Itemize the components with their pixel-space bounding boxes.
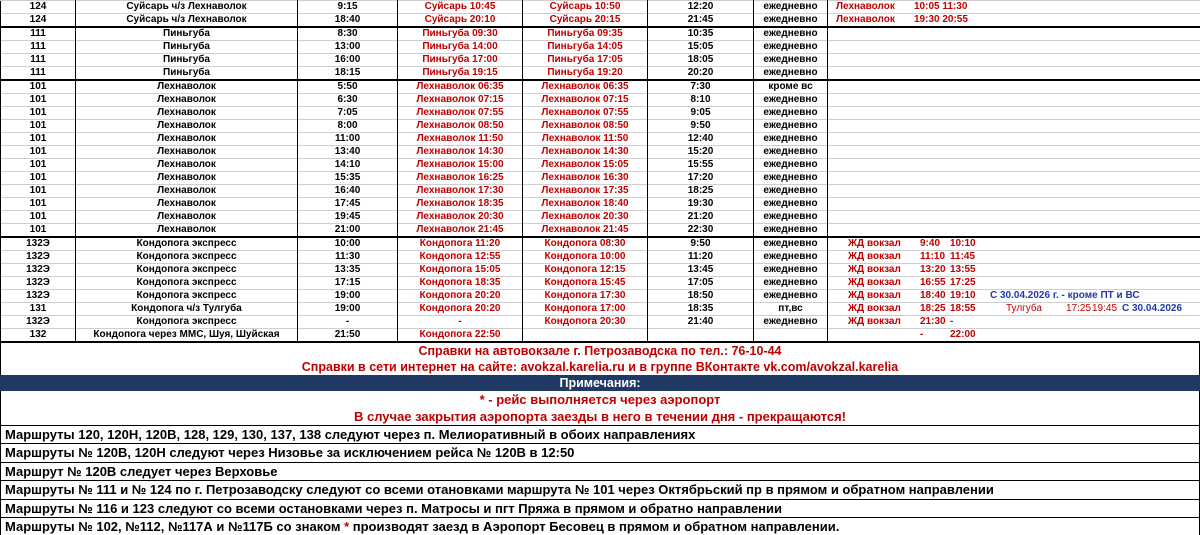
- stop2-cell: Лехнаволок 18:40: [523, 198, 648, 211]
- stop1-cell: Лехнаволок 21:45: [398, 224, 523, 238]
- stop1-cell: Суйсарь 20:10: [398, 14, 523, 28]
- table-row: [1, 54, 1200, 67]
- stop2-cell: Пиньгуба 14:05: [523, 41, 648, 54]
- arrival-cell: 15:20: [648, 146, 754, 159]
- extra-cell: [828, 107, 1200, 120]
- arrival-cell: 11:20: [648, 251, 754, 264]
- stop2-cell: Кондопога 17:00: [523, 303, 648, 316]
- departure-cell: 17:45: [298, 198, 398, 211]
- stop2-cell: Кондопога 08:30: [523, 237, 648, 251]
- arrival-cell: [648, 329, 754, 342]
- extra-cell: [828, 172, 1200, 185]
- extra-cell: [828, 185, 1200, 198]
- departure-cell: 21:50: [298, 329, 398, 342]
- note-last-b: производят заезд в Аэропорт Бесовец в прямом и обратном направлении.: [349, 519, 839, 534]
- extra-time-2: 11:45: [950, 251, 984, 263]
- note-last-a: Маршруты № 102, №112, №117А и №117Б со знаком: [5, 519, 344, 534]
- days-cell: ежедневно: [754, 1, 828, 14]
- stop2-cell: Кондопога 20:30: [523, 316, 648, 329]
- days-cell: ежедневно: [754, 133, 828, 146]
- days-cell: ежедневно: [754, 264, 828, 277]
- stop2-cell: Кондопога 17:30: [523, 290, 648, 303]
- table-row: [1, 120, 1200, 133]
- notes-header: Примечания:: [0, 375, 1200, 391]
- table-row: [1, 27, 1200, 41]
- extra-time-2: 13:55: [950, 264, 984, 276]
- extra-time-2: 18:55: [950, 303, 984, 315]
- stop2-cell: Лехнаволок 07:55: [523, 107, 648, 120]
- days-cell: ежедневно: [754, 290, 828, 303]
- days-cell: ежедневно: [754, 159, 828, 172]
- days-cell: ежедневно: [754, 172, 828, 185]
- days-cell: ежедневно: [754, 27, 828, 41]
- stop1-cell: Пиньгуба 17:00: [398, 54, 523, 67]
- extra-cell: [828, 290, 1200, 303]
- notes-warning: [0, 391, 1200, 425]
- departure-cell: 16:00: [298, 54, 398, 67]
- name-cell: Лехнаволок: [76, 146, 298, 159]
- extra-time-1: 13:20: [920, 264, 950, 276]
- stop1-cell: Лехнаволок 18:35: [398, 198, 523, 211]
- table-row: [1, 224, 1200, 238]
- route-cell: 131: [1, 303, 76, 316]
- departure-cell: 13:35: [298, 264, 398, 277]
- extra-cell: [828, 27, 1200, 41]
- route-cell: 124: [1, 14, 76, 28]
- extra-time-2: 22:00: [950, 329, 984, 341]
- note-last-star: *: [344, 519, 349, 534]
- table-row: [1, 133, 1200, 146]
- name-cell: Суйсарь ч/з Лехнаволок: [76, 1, 298, 14]
- star-mark: *: [480, 392, 485, 407]
- table-row: [1, 67, 1200, 81]
- name-cell: Кондопога экспресс: [76, 277, 298, 290]
- stop1-cell: Лехнаволок 17:30: [398, 185, 523, 198]
- arrival-cell: 13:45: [648, 264, 754, 277]
- extra-cell: [828, 133, 1200, 146]
- table-row: [1, 172, 1200, 185]
- extra-stop: ЖД вокзал: [830, 251, 920, 263]
- route-cell: 132: [1, 329, 76, 342]
- arrival-cell: 9:50: [648, 237, 754, 251]
- route-cell: 132Э: [1, 290, 76, 303]
- route-cell: 124: [1, 1, 76, 14]
- days-cell: ежедневно: [754, 251, 828, 264]
- note-line: Маршруты № 116 и 123 следуют со всеми остановками через п. Матросы и пгт Пряжа в прямом и обратно направлении: [0, 499, 1200, 517]
- route-cell: 101: [1, 185, 76, 198]
- extra-time-1: 21:30: [920, 316, 950, 328]
- table-row: [1, 185, 1200, 198]
- arrival-cell: 12:20: [648, 1, 754, 14]
- departure-cell: 16:40: [298, 185, 398, 198]
- days-cell: [754, 329, 828, 342]
- arrival-cell: 15:05: [648, 41, 754, 54]
- name-cell: Кондопога экспресс: [76, 237, 298, 251]
- stop2-cell: Лехнаволок 14:30: [523, 146, 648, 159]
- extra-cell: [828, 211, 1200, 224]
- table-row: [1, 329, 1200, 342]
- route-cell: 132Э: [1, 264, 76, 277]
- stop1-cell: Лехнаволок 16:25: [398, 172, 523, 185]
- arrival-cell: 21:40: [648, 316, 754, 329]
- name-cell: Лехнаволок: [76, 211, 298, 224]
- stop2-cell: Пиньгуба 09:35: [523, 27, 648, 41]
- stop2-cell: Лехнаволок 08:50: [523, 120, 648, 133]
- stop1-cell: Лехнаволок 11:50: [398, 133, 523, 146]
- extra-cell: [828, 277, 1200, 290]
- arrival-cell: 7:30: [648, 80, 754, 94]
- days-cell: ежедневно: [754, 198, 828, 211]
- extra-cell: [828, 251, 1200, 264]
- note-line: Маршруты № 111 и № 124 по г. Петрозаводску следуют со всеми отановками маршрута № 101 через Октябрьский пр в прямом и обратном направлении: [0, 480, 1200, 498]
- name-cell: Пиньгуба: [76, 41, 298, 54]
- stop1-cell: Пиньгуба 14:00: [398, 41, 523, 54]
- days-cell: ежедневно: [754, 224, 828, 238]
- stop1-cell: Лехнаволок 07:15: [398, 94, 523, 107]
- table-row: [1, 146, 1200, 159]
- info-block: [0, 341, 1200, 375]
- table-row: [1, 198, 1200, 211]
- route-cell: 111: [1, 27, 76, 41]
- days-cell: ежедневно: [754, 94, 828, 107]
- extra-time-2: 10:10: [950, 238, 984, 250]
- name-cell: Кондопога экспресс: [76, 264, 298, 277]
- days-cell: ежедневно: [754, 120, 828, 133]
- note-line: Маршруты 120, 120Н, 120В, 128, 129, 130, 137, 138 следуют через п. Мелиоративный в обоих направлениях: [0, 425, 1200, 443]
- table-row: [1, 264, 1200, 277]
- route-cell: 101: [1, 94, 76, 107]
- route-cell: 101: [1, 107, 76, 120]
- departure-cell: 13:00: [298, 41, 398, 54]
- departure-cell: 13:40: [298, 146, 398, 159]
- days-cell: ежедневно: [754, 277, 828, 290]
- route-cell: 111: [1, 67, 76, 81]
- arrival-cell: 9:05: [648, 107, 754, 120]
- extra-via-time-2: 19:45: [1092, 303, 1122, 315]
- route-cell: 101: [1, 120, 76, 133]
- table-row: [1, 290, 1200, 303]
- extra-times: 19:30 20:55: [914, 14, 968, 25]
- name-cell: Лехнаволок: [76, 198, 298, 211]
- stop2-cell: Лехнаволок 20:30: [523, 211, 648, 224]
- stop2-cell: Пиньгуба 19:20: [523, 67, 648, 81]
- name-cell: Пиньгуба: [76, 27, 298, 41]
- extra-cell: [828, 224, 1200, 238]
- notes-list: [0, 425, 1200, 535]
- extra-note: С 30.04.2026: [1122, 303, 1182, 314]
- extra-stop: ЖД вокзал: [830, 238, 920, 250]
- days-cell: ежедневно: [754, 41, 828, 54]
- departure-cell: 9:15: [298, 1, 398, 14]
- departure-cell: 17:15: [298, 277, 398, 290]
- stop1-cell: Суйсарь 10:45: [398, 1, 523, 14]
- arrival-cell: 8:10: [648, 94, 754, 107]
- extra-time-1: 9:40: [920, 238, 950, 250]
- days-cell: ежедневно: [754, 146, 828, 159]
- stop1-cell: Кондопога 11:20: [398, 237, 523, 251]
- name-cell: Кондопога ч/з Тулгуба: [76, 303, 298, 316]
- arrival-cell: 18:35: [648, 303, 754, 316]
- stop2-cell: Пиньгуба 17:05: [523, 54, 648, 67]
- table-row: [1, 316, 1200, 329]
- table-row: [1, 277, 1200, 290]
- extra-cell: [828, 14, 1200, 28]
- route-cell: 132Э: [1, 251, 76, 264]
- stop1-cell: Кондопога 22:50: [398, 329, 523, 342]
- stop1-cell: Пиньгуба 19:15: [398, 67, 523, 81]
- departure-cell: 8:30: [298, 27, 398, 41]
- extra-cell: [828, 67, 1200, 81]
- route-cell: 132Э: [1, 237, 76, 251]
- name-cell: Лехнаволок: [76, 94, 298, 107]
- stop1-cell: Кондопога 15:05: [398, 264, 523, 277]
- table-row: [1, 14, 1200, 28]
- stop1-cell: -: [398, 316, 523, 329]
- stop2-cell: Суйсарь 20:15: [523, 14, 648, 28]
- stop2-cell: Лехнаволок 21:45: [523, 224, 648, 238]
- table-row: [1, 303, 1200, 316]
- extra-via: Тулгуба: [984, 303, 1066, 315]
- stop1-cell: Кондопога 20:20: [398, 290, 523, 303]
- extra-time-1: 18:25: [920, 303, 950, 315]
- stop2-cell: Лехнаволок 17:35: [523, 185, 648, 198]
- extra-time-1: 18:40: [920, 290, 950, 302]
- departure-cell: 18:40: [298, 14, 398, 28]
- table-row: [1, 94, 1200, 107]
- extra-cell: [828, 159, 1200, 172]
- stop2-cell: Кондопога 12:15: [523, 264, 648, 277]
- note-line: Маршруты № 120В, 120Н следуют через Низовье за исключением рейса № 120В в 12:50: [0, 443, 1200, 461]
- extra-cell: [828, 41, 1200, 54]
- stop1-cell: Лехнаволок 07:55: [398, 107, 523, 120]
- extra-cell: [828, 1, 1200, 14]
- extra-cell: [828, 120, 1200, 133]
- table-row: [1, 211, 1200, 224]
- arrival-cell: 21:20: [648, 211, 754, 224]
- extra-cell: [828, 94, 1200, 107]
- table-row: [1, 1, 1200, 14]
- arrival-cell: 20:20: [648, 67, 754, 81]
- days-cell: ежедневно: [754, 67, 828, 81]
- departure-cell: 21:00: [298, 224, 398, 238]
- extra-cell: [828, 316, 1200, 329]
- arrival-cell: 17:05: [648, 277, 754, 290]
- extra-stop: ЖД вокзал: [830, 277, 920, 289]
- route-cell: 132Э: [1, 316, 76, 329]
- arrival-cell: 12:40: [648, 133, 754, 146]
- extra-time-2: 17:25: [950, 277, 984, 289]
- name-cell: Кондопога экспресс: [76, 251, 298, 264]
- route-cell: 101: [1, 146, 76, 159]
- arrival-cell: 10:35: [648, 27, 754, 41]
- arrival-cell: 18:25: [648, 185, 754, 198]
- extra-time-2: -: [950, 316, 984, 328]
- stop2-cell: Лехнаволок 11:50: [523, 133, 648, 146]
- extra-stop: Лехнаволок: [830, 14, 914, 26]
- name-cell: Лехнаволок: [76, 172, 298, 185]
- stop2-cell: Лехнаволок 07:15: [523, 94, 648, 107]
- departure-cell: 15:35: [298, 172, 398, 185]
- arrival-cell: 15:55: [648, 159, 754, 172]
- extra-time-2: 19:10: [950, 290, 984, 302]
- extra-time-1: 16:55: [920, 277, 950, 289]
- departure-cell: 6:30: [298, 94, 398, 107]
- days-cell: ежедневно: [754, 211, 828, 224]
- departure-cell: 14:10: [298, 159, 398, 172]
- route-cell: 101: [1, 80, 76, 94]
- days-cell: кроме вс: [754, 80, 828, 94]
- days-cell: ежедневно: [754, 107, 828, 120]
- route-cell: 101: [1, 198, 76, 211]
- arrival-cell: 9:50: [648, 120, 754, 133]
- days-cell: ежедневно: [754, 316, 828, 329]
- extra-cell: [828, 303, 1200, 316]
- star-note-text: - рейс выполняется через аэропорт: [485, 392, 721, 407]
- extra-time-1: -: [920, 329, 950, 341]
- extra-cell: [828, 54, 1200, 67]
- departure-cell: 5:50: [298, 80, 398, 94]
- stop1-cell: Лехнаволок 06:35: [398, 80, 523, 94]
- departure-cell: -: [298, 316, 398, 329]
- stop1-cell: Кондопога 12:55: [398, 251, 523, 264]
- stop2-cell: [523, 329, 648, 342]
- extra-stop: ЖД вокзал: [830, 290, 920, 302]
- route-cell: 101: [1, 211, 76, 224]
- departure-cell: 19:45: [298, 211, 398, 224]
- info-phone: Справки на автовокзале г. Петрозаводска по тел.: 76-10-44: [1, 343, 1199, 359]
- departure-cell: 10:00: [298, 237, 398, 251]
- extra-cell: [828, 146, 1200, 159]
- route-cell: 101: [1, 172, 76, 185]
- table-row: [1, 251, 1200, 264]
- arrival-cell: 21:45: [648, 14, 754, 28]
- stop1-cell: Кондопога 20:20: [398, 303, 523, 316]
- arrival-cell: 17:20: [648, 172, 754, 185]
- extra-cell: [828, 264, 1200, 277]
- star-note: [1, 391, 1199, 408]
- days-cell: пт,вс: [754, 303, 828, 316]
- arrival-cell: 18:05: [648, 54, 754, 67]
- stop2-cell: Лехнаволок 06:35: [523, 80, 648, 94]
- extra-cell: [828, 237, 1200, 251]
- table-row: [1, 107, 1200, 120]
- departure-cell: 11:00: [298, 133, 398, 146]
- table-row: [1, 237, 1200, 251]
- name-cell: Суйсарь ч/з Лехнаволок: [76, 14, 298, 28]
- arrival-cell: 22:30: [648, 224, 754, 238]
- arrival-cell: 18:50: [648, 290, 754, 303]
- route-cell: 101: [1, 159, 76, 172]
- extra-stop: ЖД вокзал: [830, 316, 920, 328]
- extra-time-1: 11:10: [920, 251, 950, 263]
- departure-cell: 18:15: [298, 67, 398, 81]
- departure-cell: 7:05: [298, 107, 398, 120]
- stop2-cell: Кондопога 10:00: [523, 251, 648, 264]
- extra-stop: Лехнаволок: [830, 1, 914, 13]
- departure-cell: 11:30: [298, 251, 398, 264]
- name-cell: Кондопога экспресс: [76, 290, 298, 303]
- stop1-cell: Пиньгуба 09:30: [398, 27, 523, 41]
- departure-cell: 8:00: [298, 120, 398, 133]
- extra-note: С 30.04.2026 г. - кроме ПТ и ВС: [984, 290, 1140, 301]
- note-line: [0, 517, 1200, 535]
- days-cell: ежедневно: [754, 14, 828, 28]
- extra-stop: ЖД вокзал: [830, 303, 920, 315]
- name-cell: Лехнаволок: [76, 107, 298, 120]
- info-web: Справки в сети интернет на сайте: avokzal.karelia.ru и в группе ВКонтакте vk.com/avokzal.karelia: [1, 359, 1199, 375]
- extra-times: 10:05 11:30: [914, 1, 967, 12]
- name-cell: Лехнаволок: [76, 185, 298, 198]
- route-cell: 111: [1, 54, 76, 67]
- stop2-cell: Лехнаволок 16:30: [523, 172, 648, 185]
- closure-note: В случае закрытия аэропорта заезды в него в течении дня - прекращаются!: [1, 408, 1199, 425]
- stop1-cell: Лехнаволок 14:30: [398, 146, 523, 159]
- stop2-cell: Лехнаволок 15:05: [523, 159, 648, 172]
- name-cell: Кондопога экспресс: [76, 316, 298, 329]
- departure-cell: 19:00: [298, 303, 398, 316]
- days-cell: ежедневно: [754, 54, 828, 67]
- stop1-cell: Лехнаволок 15:00: [398, 159, 523, 172]
- extra-cell: [828, 329, 1200, 342]
- stop1-cell: Лехнаволок 08:50: [398, 120, 523, 133]
- name-cell: Лехнаволок: [76, 80, 298, 94]
- table-row: [1, 80, 1200, 94]
- extra-stop: ЖД вокзал: [830, 264, 920, 276]
- route-cell: 111: [1, 41, 76, 54]
- stop1-cell: Лехнаволок 20:30: [398, 211, 523, 224]
- arrival-cell: 19:30: [648, 198, 754, 211]
- name-cell: Пиньгуба: [76, 67, 298, 81]
- route-cell: 101: [1, 224, 76, 238]
- days-cell: ежедневно: [754, 185, 828, 198]
- name-cell: Лехнаволок: [76, 133, 298, 146]
- name-cell: Лехнаволок: [76, 224, 298, 238]
- route-cell: 101: [1, 133, 76, 146]
- stop2-cell: Суйсарь 10:50: [523, 1, 648, 14]
- name-cell: Пиньгуба: [76, 54, 298, 67]
- extra-cell: [828, 198, 1200, 211]
- name-cell: Лехнаволок: [76, 159, 298, 172]
- route-cell: 132Э: [1, 277, 76, 290]
- days-cell: ежедневно: [754, 237, 828, 251]
- table-row: [1, 41, 1200, 54]
- note-line: Маршрут № 120В следует через Верховье: [0, 462, 1200, 480]
- name-cell: Кондопога через ММС, Шуя, Шуйская: [76, 329, 298, 342]
- name-cell: Лехнаволок: [76, 120, 298, 133]
- extra-cell: [828, 80, 1200, 94]
- stop1-cell: Кондопога 18:35: [398, 277, 523, 290]
- extra-via-time-1: 17:25: [1066, 303, 1092, 315]
- stop2-cell: Кондопога 15:45: [523, 277, 648, 290]
- table-row: [1, 159, 1200, 172]
- departure-cell: 19:00: [298, 290, 398, 303]
